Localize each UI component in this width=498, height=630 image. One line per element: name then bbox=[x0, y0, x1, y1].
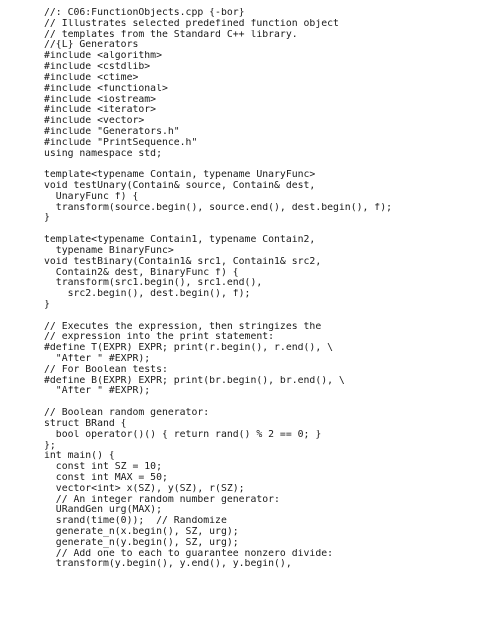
code-line: #include <cstdlib> bbox=[44, 62, 151, 73]
code-line: URandGen urg(MAX); bbox=[44, 505, 162, 516]
code-line bbox=[44, 311, 492, 322]
code-line: transform(y.begin(), y.end(), y.begin(), bbox=[44, 559, 292, 570]
code-line: void testUnary(Contain& source, Contain& dest, bbox=[44, 181, 316, 191]
code-line: typename BinaryFunc> bbox=[44, 245, 174, 256]
code-line: const int SZ = 10; bbox=[44, 462, 162, 473]
code-line: #define T(EXPR) EXPR; print(r.begin(), r.end(), \ bbox=[44, 343, 334, 354]
code-line: transform(source.begin(), source.end(), dest.begin(), f); bbox=[44, 202, 392, 213]
code-line: // expression into the print statement: bbox=[44, 332, 275, 343]
code-line: #define B(EXPR) EXPR; print(br.begin(), br.end(), \ bbox=[44, 375, 345, 386]
code-line: generate_n(x.begin(), SZ, urg); bbox=[44, 527, 239, 537]
code-line: //: C06:FunctionObjects.cpp {-bor} bbox=[44, 8, 245, 18]
code-line: #include "PrintSequence.h" bbox=[44, 137, 198, 148]
code-line: #include <functional> bbox=[44, 83, 168, 94]
code-line: const int MAX = 50; bbox=[44, 472, 168, 483]
code-line: template<typename Contain1, typename Contain2, bbox=[44, 235, 316, 246]
code-line: // templates from the Standard C++ library. bbox=[44, 29, 298, 40]
code-line: vector<int> x(SZ), y(SZ), r(SZ); bbox=[44, 483, 245, 494]
code-listing bbox=[44, 8, 492, 570]
code-line: void testBinary(Contain1& src1, Contain1& src2, bbox=[44, 256, 322, 267]
code-line: "After " #EXPR); bbox=[44, 354, 151, 364]
code-line: #include <iterator> bbox=[44, 105, 157, 116]
code-line: // Add one to each to guarantee nonzero divide: bbox=[44, 548, 334, 559]
code-line: src2.begin(), dest.begin(), f); bbox=[44, 289, 251, 300]
code-line: int main() { bbox=[44, 451, 115, 462]
code-line: } bbox=[44, 299, 50, 310]
code-line: using namespace std; bbox=[44, 148, 162, 159]
code-line: //{L} Generators bbox=[44, 40, 139, 51]
code-line: srand(time(0)); // Randomize bbox=[44, 516, 227, 527]
code-line bbox=[44, 397, 492, 408]
code-line: // An integer random number generator: bbox=[44, 494, 280, 505]
code-line bbox=[44, 224, 492, 235]
code-line: // Executes the expression, then stringizes the bbox=[44, 321, 322, 332]
code-line: // Illustrates selected predefined function object bbox=[44, 18, 339, 29]
code-line: UnaryFunc f) { bbox=[44, 191, 139, 202]
code-line: "After " #EXPR); bbox=[44, 386, 151, 397]
code-line: }; bbox=[44, 440, 56, 451]
code-line: } bbox=[44, 213, 50, 224]
code-line: generate_n(y.begin(), SZ, urg); bbox=[44, 537, 239, 548]
code-line: #include <iostream> bbox=[44, 94, 157, 105]
code-line: #include "Generators.h" bbox=[44, 126, 180, 137]
code-line: bool operator()() { return rand() % 2 == 0; } bbox=[44, 429, 322, 440]
code-line: Contain2& dest, BinaryFunc f) { bbox=[44, 267, 239, 278]
code-line: #include <vector> bbox=[44, 116, 145, 127]
code-line: #include <ctime> bbox=[44, 72, 139, 83]
code-line: template<typename Contain, typename UnaryFunc> bbox=[44, 170, 316, 181]
code-line: // For Boolean tests: bbox=[44, 364, 168, 375]
code-line: struct BRand { bbox=[44, 418, 127, 429]
code-line: // Boolean random generator: bbox=[44, 408, 210, 419]
code-line: transform(src1.begin(), src1.end(), bbox=[44, 278, 263, 289]
code-line bbox=[44, 159, 492, 170]
code-line: #include <algorithm> bbox=[44, 51, 162, 62]
